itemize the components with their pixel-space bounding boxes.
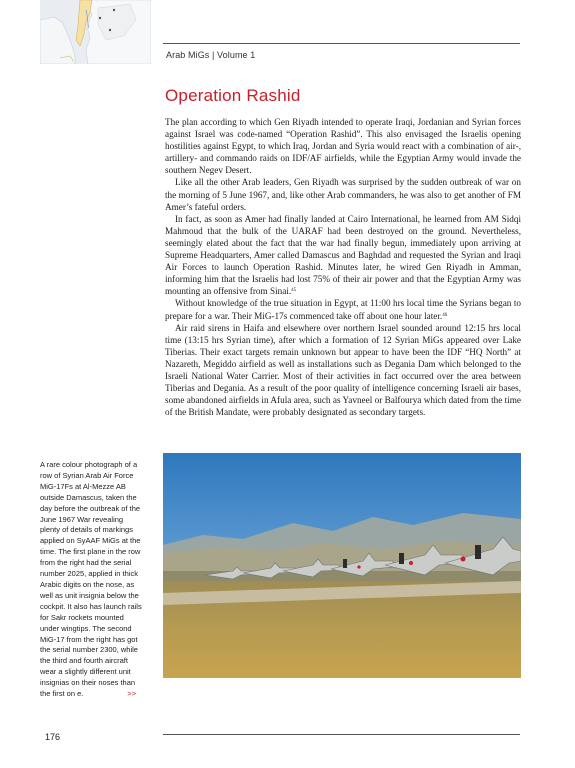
- paragraph: Like all the other Arab leaders, Gen Riyadh was surprised by the sudden outbreak of war on the morning of 5 June 1967, and, like other Arab commanders, he was also to get another of FM Amer’s fateful orders.: [165, 177, 521, 212]
- continue-marker: >>: [127, 689, 137, 699]
- footer-rule: [163, 734, 520, 735]
- paragraph: The plan according to which Gen Riyadh intended to operate Iraqi, Jordanian and Syrian forces against Israel was code-named “Operation Rashid”. This also envisaged the Israelis opening hostilities against Egypt, to which Iraq, Jordan and Syria would react with a combination of air-, artillery- and commando raids on IDF/AF airfields, while the Egyptian Army would invade the southern Negev Desert.: [165, 117, 521, 176]
- paragraph-text: Without knowledge of the true situation in Egypt, at 11:00 hrs local time the Syrians began to prepare for a war. Their MiG-17s commenced take off about one hour later.: [165, 298, 521, 321]
- section-title: Operation Rashid: [165, 86, 301, 105]
- mig17-row-photo: [163, 453, 521, 678]
- footnote-ref[interactable]: 46: [442, 312, 448, 318]
- caption-text: A rare colour photograph of a row of Syrian Arab Air Force MiG-17Fs at Al-Mezze AB outside Damascus, taken the day before the outbreak of the June 1967 War revealing plenty of details of markings applied on SyAAF MiGs at the time. The first plane in the row from the right had the serial number 2025, applied in thick Arabic digits on the nose, as well as unit insignia below the cockpit. It also has launch rails for Sakr rockets mounted under wingtips. The second MiG-17 from the right has got the serial number 2300, while the third and fourth aircraft wear a slightly different unit insignias on their noses than the first on e.: [40, 460, 142, 699]
- header-rule: [163, 43, 520, 44]
- regional-map-thumbnail: [40, 0, 151, 64]
- photo-caption: [40, 460, 142, 700]
- paragraph: [165, 297, 521, 321]
- footnote-ref[interactable]: 45: [291, 288, 297, 294]
- paragraph: Air raid sirens in Haifa and elsewhere over northern Israel sounded around 12:15 hrs local time (13:15 hrs Syrian time), after which a formation of 12 Syrian MiGs appeared over Lake Tiberias. Their exact targets remain unknown but appear to have been the IDF “HQ North” at Nazareth, Megiddo airfield as well as installations such as Degania Dam which belonged to the Israeli National Water Carrier. Most of their activities in fact occurred over the area between Tiberias and Degania. As a result of the poor quality of intelligence concerning Israeli air bases, some abandoned airfields in Afula area, such as Yavneel or Balfourya which dated from the time of the British Mandate, were probably designated as secondary targets.: [165, 322, 521, 418]
- running-header: Arab MiGs | Volume 1: [166, 50, 256, 60]
- paragraph-text: In fact, as soon as Amer had finally landed at Cairo International, he learned from AM Sidqi Mahmoud that the bulk of the UARAF had been destroyed on the ground. Nevertheless, seemingly elated about the fact that the war had finally begun, immediately upon arriving at Supreme Headquarters, Amer called Damascus and Baghdad and requested the Syrian and Iraqi Air Forces to launch Operation Rashid. Minutes later, he wired Gen Riyadh in Amman, informing him that the Israelis had lost 75% of their air power and that the Egyptian Army was mounting an offensive from Sinai.: [165, 213, 521, 297]
- body-text: [165, 116, 521, 418]
- page-number: 176: [45, 732, 61, 742]
- paragraph: [165, 213, 521, 298]
